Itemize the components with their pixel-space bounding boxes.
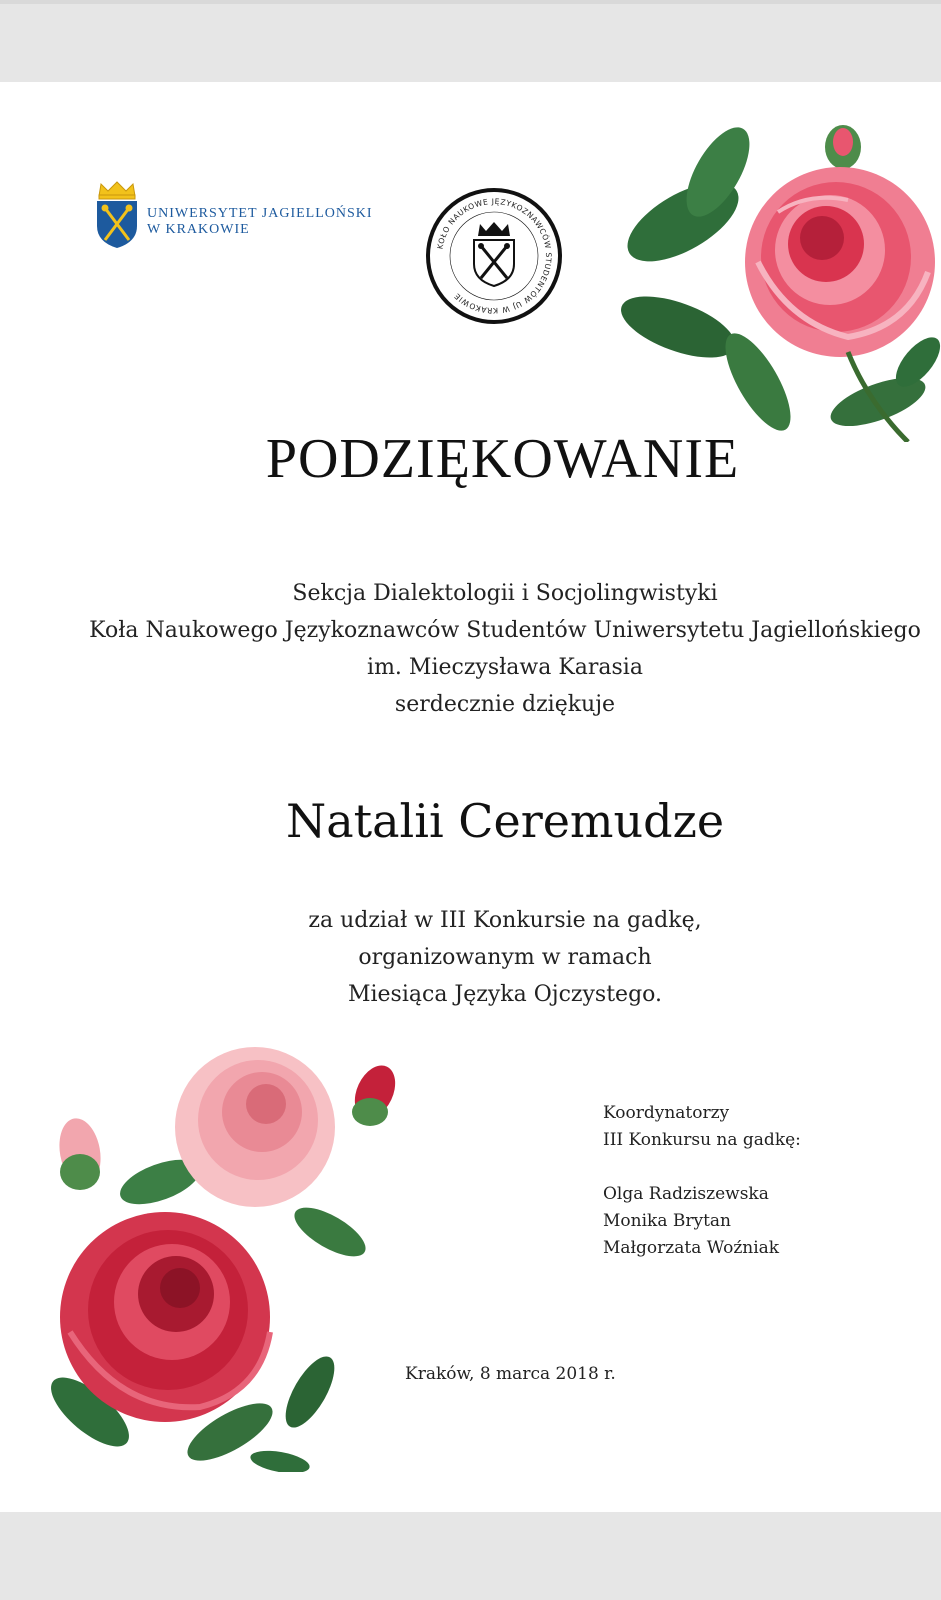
rose-bottom-icon [30, 1032, 410, 1472]
intro-line: Sekcja Dialektologii i Socjolingwistyki [292, 581, 718, 606]
rose-illustration-top [608, 112, 941, 442]
coordinators-heading-line: Koordynatorzy [603, 1103, 730, 1123]
coordinators-heading-line: III Konkursu na gadkę: [603, 1130, 801, 1150]
university-name-line2: W KRAKOWIE [147, 222, 250, 237]
place-and-date: Kraków, 8 marca 2018 r. [405, 1364, 616, 1384]
certificate-reason [0, 902, 941, 1013]
certificate-title: PODZIĘKOWANIE [265, 428, 740, 490]
intro-line: serdecznie dziękuje [394, 692, 616, 717]
recipient-name: Natalii Ceremudze [285, 794, 725, 848]
intro-line: Koła Naukowego Językoznawców Studentów Uniwersytetu Jagiellońskiego [89, 618, 921, 643]
seal-crown-scepters-icon [424, 186, 564, 326]
university-logo [95, 180, 385, 250]
university-name [147, 206, 373, 238]
coordinator-name: Monika Brytan [603, 1211, 732, 1231]
reason-line: za udział w III Konkursie na gadkę, [308, 908, 702, 933]
crest-crown-scepters-icon [95, 180, 139, 250]
coordinators-block [603, 1100, 923, 1262]
intro-line: im. Mieczysława Karasia [367, 655, 643, 680]
certificate-intro [0, 575, 941, 723]
university-name-line1: UNIWERSYTET JAGIELLOŃSKI [147, 206, 373, 221]
reason-line: Miesiąca Języka Ojczystego. [347, 982, 663, 1007]
seal-ring-text: KOŁO NAUKOWE JĘZYKOZNAWCÓW STUDENTÓW UJ W KRAKOWIE [435, 196, 554, 316]
viewer-bottom-bar [0, 1512, 941, 1600]
coordinator-name: Olga Radziszewska [603, 1184, 769, 1204]
viewer-top-bar [0, 0, 941, 82]
student-society-seal [424, 186, 564, 326]
rose-illustration-bottom [30, 1032, 410, 1472]
reason-line: organizowanym w ramach [358, 945, 652, 970]
spacer [603, 1154, 923, 1181]
certificate-page [0, 82, 941, 1512]
rose-top-icon [608, 112, 941, 442]
coordinator-name: Małgorzata Woźniak [603, 1238, 780, 1258]
